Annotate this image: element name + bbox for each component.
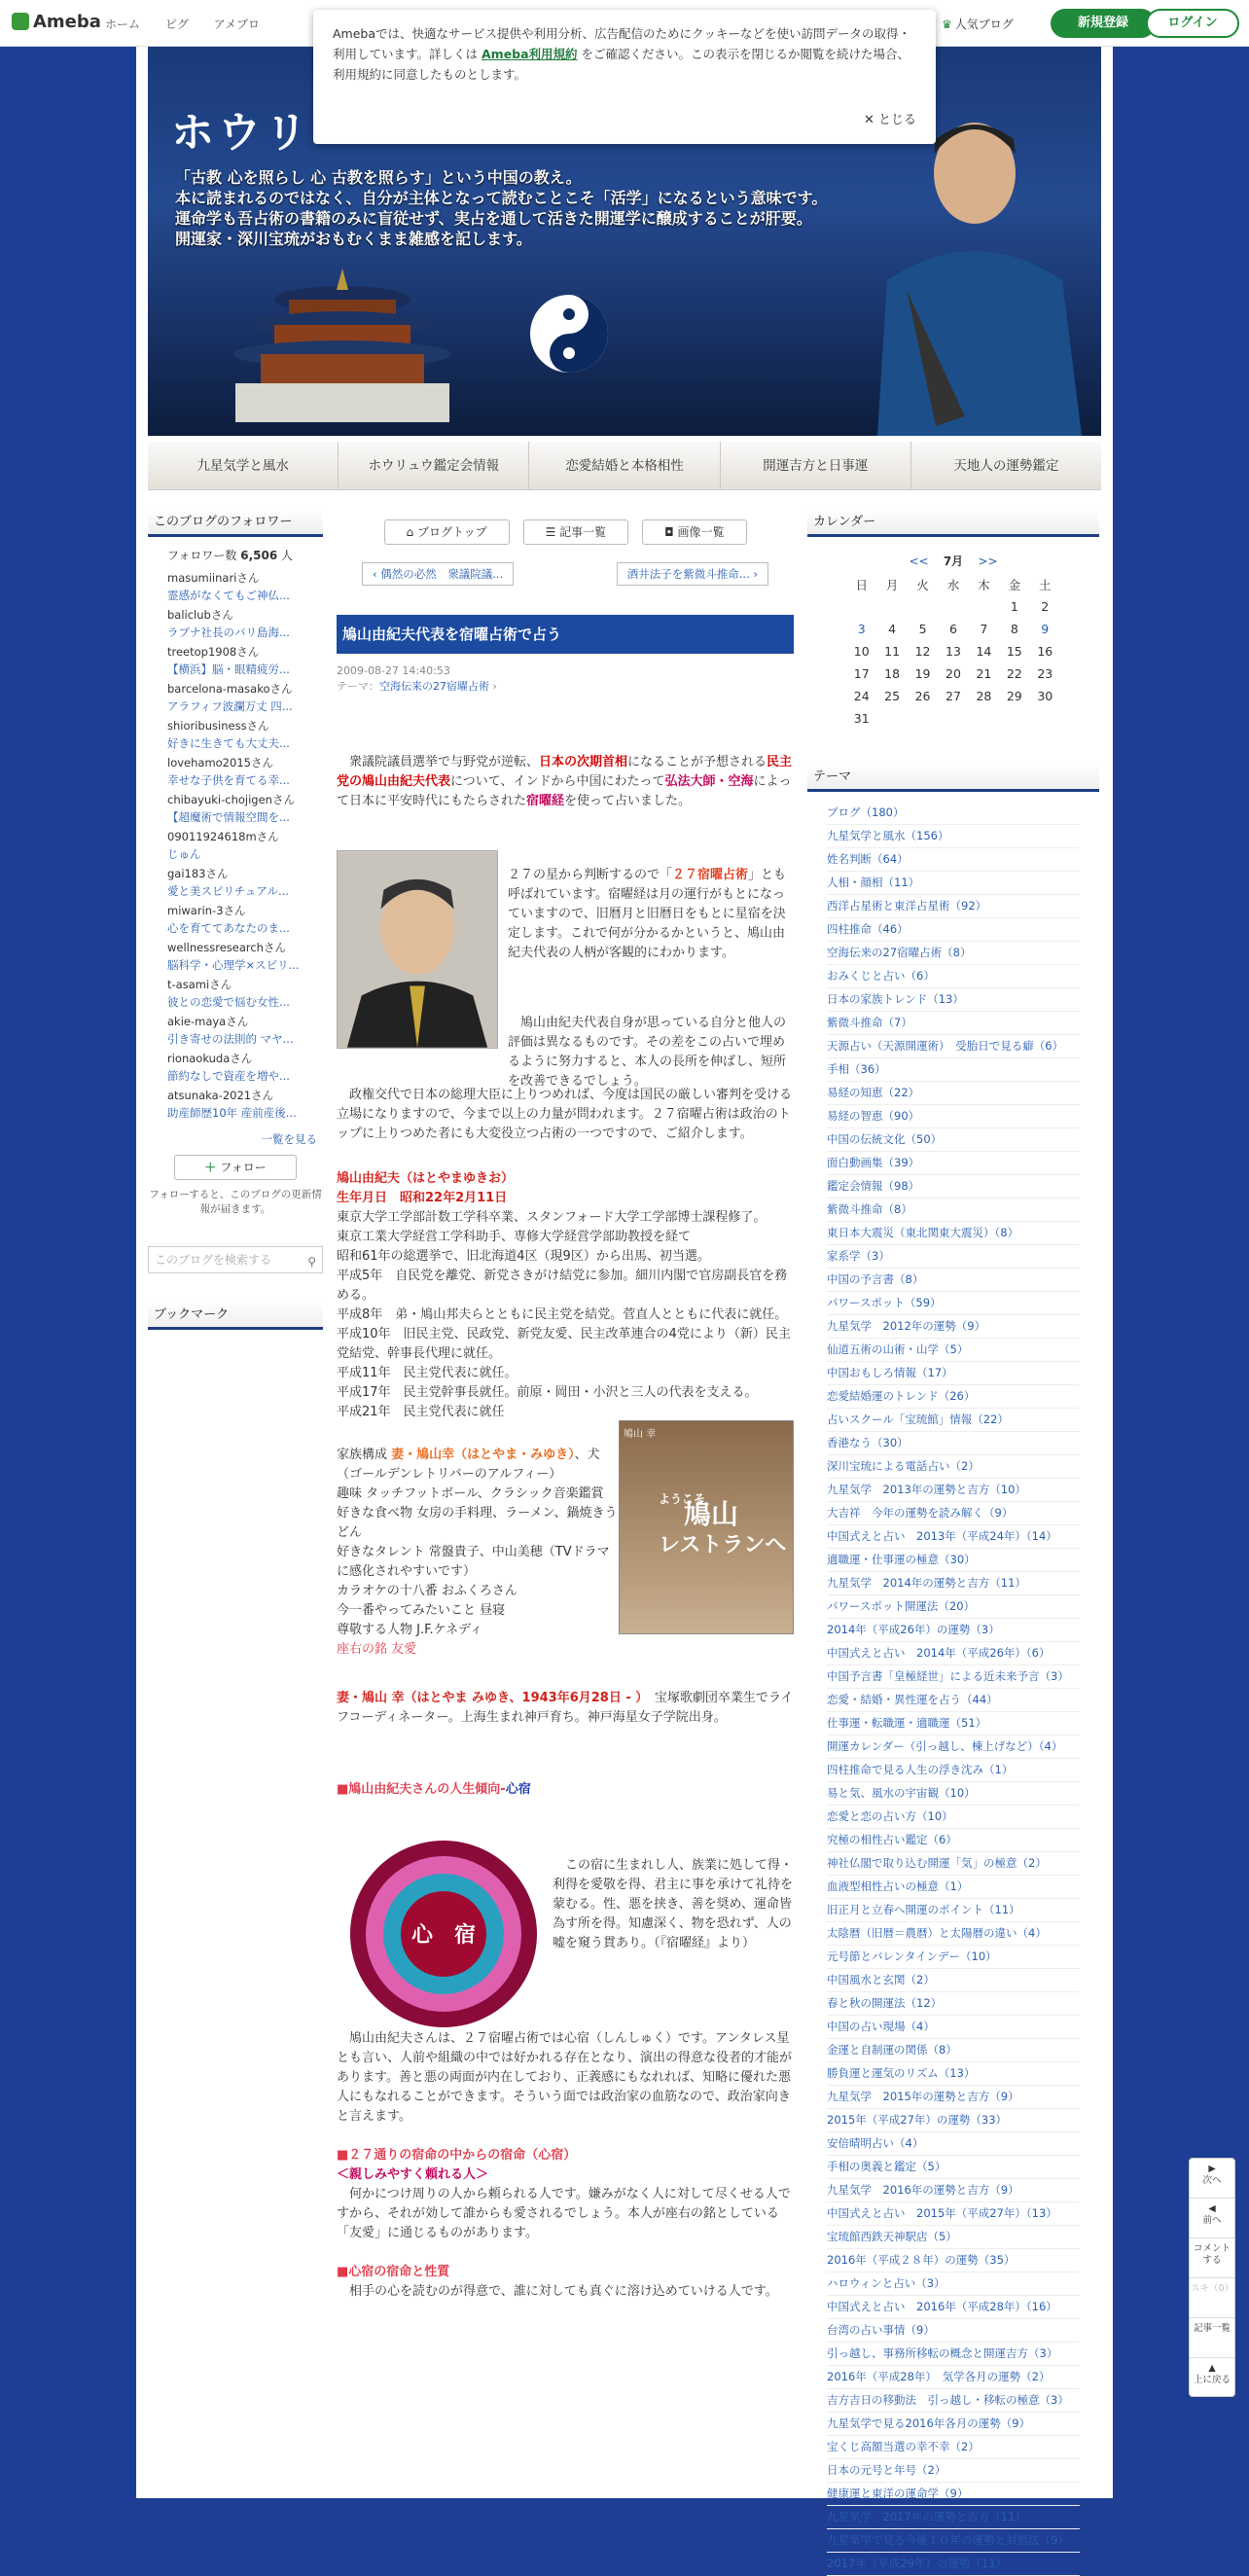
gnav-kyusei[interactable]: 九星気学と風水 — [148, 442, 339, 489]
bio-line: 平成11年 民主党代表に就任。 — [337, 1366, 517, 1380]
crown-icon: ♛ — [942, 18, 952, 31]
calendar-prev[interactable]: << — [909, 555, 929, 568]
theme-item[interactable]: 中国予言書「皇極経世」による近未来予言（3） — [827, 1665, 1080, 1689]
theme-item[interactable]: 中国式えと占い 2014年（平成26年）（6） — [827, 1642, 1080, 1665]
follower-blog-title[interactable]: 愛と美スピリチュアル... — [167, 884, 289, 898]
calendar-day: 16 — [1037, 644, 1053, 659]
paragraph: 何かにつけ周りの人から頼られる人です。嫌みがなく人に対して尽くせる人ですから、それが効して誰からも愛されるでしょう。本人が座右の銘としている「友愛」に通じるものがあります。 — [337, 2187, 791, 2240]
theme-item[interactable]: 易と気、風水の宇宙観（10） — [827, 1782, 1080, 1806]
theme-item[interactable]: 適職運・仕事運の極意（30） — [827, 1549, 1080, 1572]
entry-meta — [337, 663, 794, 695]
calendar-day: 25 — [884, 689, 901, 703]
follower-name: wellnessresearchさん — [167, 941, 286, 954]
theme-item[interactable]: 仕事運・転職運・適職運（51） — [827, 1712, 1080, 1735]
calendar-day — [876, 595, 907, 618]
chevron-right-icon: › — [489, 680, 497, 693]
theme-item[interactable]: 血液型相性占いの極意（1） — [827, 1876, 1080, 1899]
calendar-dow: 水 — [946, 577, 960, 592]
list-icon: ☰ — [545, 525, 560, 539]
desc-line: 「古教 心を照らし 心 古教を照らす」という中国の教え。 — [175, 168, 582, 187]
profile-bio — [337, 1208, 794, 1422]
followers-list — [148, 537, 323, 1147]
follow-note: フォローすると、このブログの更新情報が届きます。 — [149, 1189, 322, 1215]
portrait-block — [337, 850, 794, 1089]
calendar-day: 17 — [853, 666, 870, 681]
bio-line: 平成5年 自民党を離党、新党さきがけ結党に参加。細川内閣で官房副長官を務める。 — [337, 1269, 788, 1303]
theme-item[interactable]: 九星気学で見る今後１０年の運勢と対処法（9） — [827, 2529, 1080, 2553]
popular-label: 人気ブログ — [954, 18, 1014, 31]
theme-item[interactable]: 2016年（平成２８年）の運勢（35） — [827, 2249, 1080, 2272]
calendar-day: 2 — [1041, 599, 1050, 614]
calendar-day: 14 — [976, 644, 992, 659]
theme-item[interactable]: 旧正月と立春へ開運のポイント（11） — [827, 1899, 1080, 1922]
profile — [337, 1169, 794, 1422]
follower-item[interactable] — [167, 643, 317, 678]
wife-info: 妻・鳩山 幸（はとやま みゆき、1943年6月28日 - ） 宝塚歌劇団卒業生でライフコーディネーター。上海生まれ神戸育ち。神戸海星女子学院出身。 — [337, 1691, 794, 1725]
theme-item[interactable]: 九星気学で見る2016年各月の運勢（9） — [827, 2413, 1080, 2436]
calendar-heading: カレンダー — [807, 510, 1099, 537]
count-value: 6,506 — [240, 549, 278, 562]
btn-label: 画像一覧 — [677, 525, 725, 539]
follower-name: barcelona-masakoさん — [167, 682, 293, 696]
blog-buttons — [337, 519, 794, 545]
terms-link[interactable]: Ameba利用規約 — [482, 47, 578, 61]
calendar-day — [938, 595, 968, 618]
theme-item[interactable]: 金運と自制運の関係（8） — [827, 2039, 1080, 2062]
calendar-day: 30 — [1037, 689, 1053, 703]
theme-item[interactable]: 九星気学 2012年の運勢（9） — [827, 1315, 1080, 1339]
calendar-day — [969, 707, 999, 730]
follower-blog-title[interactable]: 【横浜】脳・眼精疲労... — [167, 662, 290, 676]
follower-name: gai183さん — [167, 867, 229, 880]
follower-item[interactable] — [167, 865, 317, 900]
calendar-day: 27 — [946, 689, 961, 703]
family-block — [337, 1429, 794, 1749]
theme-item[interactable]: 日本の家族トレンド（13） — [827, 988, 1080, 1012]
theme-item[interactable]: 恋愛結婚運のトレンド（26） — [827, 1385, 1080, 1409]
follower-name: akie-mayaさん — [167, 1015, 249, 1028]
blog-description — [175, 167, 895, 249]
blog-page — [136, 47, 1113, 2570]
theme-item[interactable]: 姓名判断（64） — [827, 848, 1080, 872]
theme-item[interactable]: 安倍晴明占い（4） — [827, 2132, 1080, 2156]
theme-item[interactable]: 中国式えと占い 2016年（平成28年）（16） — [827, 2296, 1080, 2319]
calendar-day[interactable]: 9 — [1041, 622, 1050, 636]
theme-item[interactable]: 引っ越し、事務所移転の概念と開運吉方（3） — [827, 2343, 1080, 2366]
desc-line: 本に読まれるのではなく、自分が主体となって読むことこそ「活学」になるという意味です。 — [175, 189, 828, 207]
themes-list — [807, 792, 1099, 2576]
btn-label: ブログトップ — [416, 525, 487, 539]
calendar-day — [938, 707, 968, 730]
shukuyo-wheel-image[interactable] — [337, 1839, 551, 2029]
theme-item[interactable]: 勝負運と運気のリズム（13） — [827, 2062, 1080, 2086]
nav-pigg[interactable]: ピグ — [164, 18, 189, 31]
follower-blog-title[interactable]: じゅん — [167, 847, 201, 861]
theme-item[interactable]: ハロウィンと占い（3） — [827, 2272, 1080, 2296]
follower-item[interactable] — [167, 939, 317, 974]
chevron-right-icon: › — [749, 567, 758, 581]
theme-item[interactable]: 空海伝来の27宿曜占術（8） — [827, 942, 1080, 965]
follower-name: baliclubさん — [167, 608, 233, 622]
follower-item[interactable] — [167, 902, 317, 937]
theme-item[interactable]: 日本の元号と年号（2） — [827, 2459, 1080, 2483]
follower-name: atsunaka-2021さん — [167, 1089, 274, 1102]
theme-item[interactable]: 九星気学 2014年の運勢と吉方（11） — [827, 1572, 1080, 1595]
theme-item[interactable]: 四柱推命で見る人生の浮き沈み（1） — [827, 1759, 1080, 1782]
paragraph: ２７の星から判断するので「２７宿曜占術」とも呼ばれています。宿曜経は月の運行がもとになっていますので、旧暦月と旧暦日をもとに星宿を決定します。これで何が分かるかというと、鳩山由紀夫代表の人柄が客観的にわかります。 — [508, 868, 787, 960]
gnav-kippo[interactable]: 開運吉方と日事運 — [721, 442, 911, 489]
theme-item[interactable]: 九星気学 2015年の運勢と吉方（9） — [827, 2086, 1080, 2109]
theme-item[interactable]: 手相の奥義と鑑定（5） — [827, 2156, 1080, 2179]
calendar-day: 11 — [884, 644, 901, 659]
global-nav — [148, 442, 1101, 490]
calendar-day — [908, 595, 938, 618]
float-comment-button[interactable]: コメントする — [1190, 2238, 1234, 2278]
calendar-day: 5 — [918, 622, 927, 636]
btn-label: 記事一覧 — [559, 525, 607, 539]
entry-body — [337, 753, 794, 2302]
theme-item[interactable]: 紫微斗推命（8） — [827, 1199, 1080, 1222]
follower-blog-title[interactable]: 幸せな子供を育てる幸... — [167, 773, 290, 787]
desc-line: 開運家・深川宝琉がおもむくまま雑感を記します。 — [175, 230, 532, 248]
calendar-day: 10 — [853, 644, 870, 659]
theme-item[interactable]: 面白動画集（39） — [827, 1152, 1080, 1175]
follower-blog-title[interactable]: ラブナ社長のバリ島海... — [167, 626, 290, 639]
entry-theme-link[interactable]: 空海伝来の27宿曜占術 — [379, 680, 489, 693]
themes-section — [807, 765, 1099, 2576]
float-top-button[interactable]: ▲ 上に戻る — [1193, 2363, 1231, 2385]
theme-item[interactable]: 中国式えと占い 2013年（平成24年）（14） — [827, 1525, 1080, 1549]
camera-icon: ◘ — [664, 525, 678, 539]
nav-home[interactable]: ホーム — [105, 18, 141, 31]
entry-date: 2009-08-27 14:40:53 — [337, 664, 450, 677]
theme-item[interactable]: 大吉祥 今年の運勢を読み解く（9） — [827, 1502, 1080, 1525]
theme-item[interactable]: 易経の知恵（22） — [827, 1082, 1080, 1105]
theme-item[interactable]: 九星気学 2016年の運勢と吉方（9） — [827, 2179, 1080, 2202]
follower-item[interactable] — [167, 1050, 317, 1085]
theme-item[interactable]: 鑑定会情報（98） — [827, 1175, 1080, 1199]
portrait-image[interactable] — [337, 850, 498, 1049]
calendar-dow: 日 — [855, 577, 868, 592]
calendar-day: 26 — [914, 689, 931, 703]
calendar-day — [1030, 707, 1060, 730]
theme-item[interactable]: 中国風水と玄関（2） — [827, 1969, 1080, 1992]
right-sidebar — [807, 510, 1099, 2576]
author-photo — [848, 95, 1101, 436]
theme-item[interactable]: 人相・顔相（11） — [827, 872, 1080, 895]
bio-line: 東京工業大学経営工学科助手、専修大学経営学部助教授を経て — [337, 1230, 692, 1244]
theme-item[interactable]: 仙道五術の山術・山学（5） — [827, 1339, 1080, 1362]
bio-line: 平成10年 旧民主党、民政党、新党友愛、民主改革連合の4党により（新）民主党結党、幹事長代理に就任。 — [337, 1327, 791, 1361]
calendar-dow: 金 — [1008, 577, 1021, 592]
calendar-day: 6 — [949, 622, 957, 636]
calendar-day — [908, 707, 938, 730]
bio-line: 昭和61年の総選挙で、旧北海道4区（現9区）から出馬、初当選。 — [337, 1249, 710, 1264]
bio-line: 平成17年 民主党幹事長就任。前原・岡田・小沢と三人の代表を支える。 — [337, 1385, 758, 1400]
left-sidebar — [148, 510, 323, 1330]
theme-item[interactable]: 開運カレンダー（引っ越し、棟上げなど）（4） — [827, 1735, 1080, 1759]
calendar-day: 15 — [1006, 644, 1022, 659]
image-list-button[interactable] — [642, 519, 746, 545]
float-prev-button[interactable]: ◀ 前へ — [1190, 2199, 1234, 2238]
calendar-grid — [846, 573, 1060, 730]
home-icon: ⌂ — [406, 525, 417, 539]
theme-item[interactable]: 九星気学 2017年の運勢と吉方（11） — [827, 2506, 1080, 2529]
shin-block — [337, 1839, 794, 2029]
svg-text:心 宿: 心 宿 — [410, 1923, 477, 1948]
theme-item[interactable]: 西洋占星術と東洋占星術（92） — [827, 895, 1080, 918]
follower-blog-title[interactable]: 心を育ててあなたのま... — [167, 921, 290, 935]
follower-blog-title[interactable]: 【超魔術で情報空間を... — [167, 810, 290, 824]
calendar-day: 23 — [1037, 666, 1053, 681]
nav-ameblo[interactable]: アメブロ — [213, 18, 260, 31]
follower-blog-title[interactable]: 節約なしで資産を増や... — [167, 1069, 290, 1083]
calendar-day: 29 — [1006, 689, 1022, 703]
theme-item[interactable]: 2016年（平成28年） 気学各月の運勢（2） — [827, 2366, 1080, 2389]
follower-blog-title[interactable]: 好きに生きても大丈夫... — [167, 736, 290, 750]
theme-item[interactable]: 健康運と東洋の運命学（9） — [827, 2483, 1080, 2506]
section-heading: ■２７通りの宿命の中からの宿命（心宿） — [337, 2148, 577, 2163]
calendar-day: 24 — [853, 689, 870, 703]
chevron-left-icon: ‹ — [373, 567, 381, 581]
follow-button[interactable] — [174, 1155, 297, 1180]
theme-item[interactable]: パワースポット開運法（20） — [827, 1595, 1080, 1619]
follower-name: 09011924618mさん — [167, 830, 279, 843]
floating-nav — [1189, 2158, 1235, 2397]
theme-item[interactable]: ブログ（180） — [827, 802, 1080, 825]
paragraph: 衆議院議員選挙で与野党が逆転、日本の次期首相になることが予想される民主党の鳩山由紀夫代表について、インドから中国にわたって弘法大師・空海によって日本に平安時代にもたらされた宿曜経を使って占いました。 — [337, 755, 793, 808]
follower-blog-title[interactable]: 霊感がなくてもご神仏... — [167, 589, 290, 602]
follower-name: rionaokudaさん — [167, 1052, 253, 1065]
theme-item[interactable]: 深川宝琉による電話占い（2） — [827, 1455, 1080, 1479]
theme-item[interactable]: 恋愛・結婚・異性運を占う（44） — [827, 1689, 1080, 1712]
followers-heading: このブログのフォロワー — [148, 510, 323, 537]
next-label: 酒井法子を紫微斗推命... — [626, 567, 750, 581]
next-entry-link[interactable] — [617, 562, 768, 586]
calendar-day: 31 — [853, 711, 870, 726]
calendar-day: 21 — [976, 666, 992, 681]
follower-name: lovehamo2015さん — [167, 756, 273, 769]
logo-text: Ameba — [33, 12, 101, 32]
plus-icon: ＋ — [204, 1161, 221, 1174]
count-label: フォロワー数 — [167, 549, 237, 562]
theme-item[interactable]: 神社仏閣で取り込む開運「気」の極意（2） — [827, 1852, 1080, 1876]
gnav-renai[interactable]: 恋愛結婚と本格相性 — [529, 442, 720, 489]
calendar-month-nav — [821, 553, 1086, 569]
calendar — [807, 537, 1099, 735]
follower-count — [167, 547, 317, 563]
entry-title[interactable]: 鳩山由紀夫代表を宿曜占術で占う — [337, 615, 794, 654]
section-heading: ■鳩山由紀夫さんの人生傾向-心宿 — [337, 1782, 531, 1797]
theme-item[interactable]: 中国の予言書（8） — [827, 1269, 1080, 1292]
theme-item[interactable]: 九星気学 2013年の運勢と吉方（10） — [827, 1479, 1080, 1502]
follower-item[interactable] — [167, 680, 317, 715]
calendar-month: 7月 — [943, 555, 964, 568]
theme-item[interactable]: おみくじと占い（6） — [827, 965, 1080, 988]
follower-name: masumiinariさん — [167, 571, 260, 585]
popular-blog-link[interactable] — [942, 16, 1014, 32]
theme-label: テーマ： — [337, 680, 379, 693]
theme-item[interactable]: 天源占い（天源開運術） 受胎日で見る癖（6） — [827, 1035, 1080, 1058]
follower-name: chibayuki-chojigenさん — [167, 793, 295, 806]
close-icon: ✕ — [863, 113, 878, 127]
blog-title: ホウリ — [171, 108, 311, 158]
follower-blog-title[interactable]: アラフィフ波瀾万丈 四... — [167, 699, 293, 713]
top-nav — [105, 16, 281, 32]
theme-item[interactable]: 中国おもしろ情報（17） — [827, 1362, 1080, 1385]
theme-item[interactable]: 紫微斗推命（7） — [827, 1012, 1080, 1035]
follower-name: t-asamiさん — [167, 978, 232, 991]
theme-item[interactable]: 中国の占い現場（4） — [827, 2016, 1080, 2039]
prev-label: 偶然の必然 衆議院議... — [380, 567, 504, 581]
calendar-dow: 土 — [1039, 577, 1052, 592]
calendar-day[interactable]: 3 — [857, 622, 866, 636]
section-heading: ■心宿の宿命と性質 — [337, 2265, 450, 2279]
desc-line: 運命学も吾占術の書籍のみに盲従せず、実占を通して活きた開運学に醸成することが肝要。 — [175, 209, 812, 228]
gnav-tenchijin[interactable]: 天地人の運勢鑑定 — [953, 458, 1059, 474]
paragraph: 相手の心を読むのが得意で、誰に対しても真ぐに溶け込めていける人です。 — [349, 2284, 778, 2299]
theme-item[interactable]: 2017年（平成29年）の運勢（11） — [827, 2553, 1080, 2576]
count-unit: 人 — [281, 549, 294, 562]
calendar-day — [846, 595, 876, 618]
search-placeholder: このブログを検索する — [155, 1253, 272, 1267]
entry-list-button[interactable] — [523, 519, 629, 545]
temple-image — [216, 261, 469, 436]
theme-item[interactable]: 易経の智恵（90） — [827, 1105, 1080, 1128]
follower-blog-title[interactable]: 彼との恋愛で悩む女性... — [167, 995, 290, 1009]
theme-item[interactable]: 手相（36） — [827, 1058, 1080, 1082]
close-label: とじる — [877, 113, 916, 127]
cookie-text: Amebaでは、快適なサービス提供や利用分析、広告配信のためにクッキーなどを使い訪問データの取得・利用しています。詳しくは — [333, 26, 911, 61]
follower-item[interactable] — [167, 569, 317, 604]
theme-item[interactable]: 九星気学と風水（156） — [827, 825, 1080, 848]
calendar-day — [876, 707, 907, 730]
follower-item[interactable] — [167, 828, 317, 863]
follower-item[interactable] — [167, 791, 317, 826]
follower-item[interactable] — [167, 1013, 317, 1048]
calendar-dow: 火 — [916, 577, 929, 592]
follower-item[interactable] — [167, 1087, 317, 1122]
bio-line: 東京大学工学部計数工学科卒業、スタンフォード大学工学部博士課程修了。 — [337, 1210, 767, 1225]
profile-name: 鳩山由紀夫（はとやまゆきお） — [337, 1171, 515, 1186]
theme-item[interactable]: 春と秋の開運法（12） — [827, 1992, 1080, 2016]
calendar-day: 7 — [980, 622, 988, 636]
family-info: 家族構成 妻・鳩山幸（はとやま・みゆき）、犬（ゴールデンレトリバーのアルフィー） 趣味 タッチフットボール、クラシック音楽鑑賞 好きな食べ物 女房の手料理、ラーメン、鍋焼きうどん 好きなタレント 常盤貴子、中山美穂（TVドラマに感化されやすいです） カラオケの十八番 おふくろさん 今一番やってみたいこと 昼寝 尊敬する人物 J.F.ケネディ 座右の銘 友愛 — [337, 1448, 618, 1657]
cookie-banner — [313, 10, 936, 144]
paragraph: この宿に生まれし人、族業に処して得・利得を愛敬を得、君主に事を承けて礼待を蒙むる。性、悪を挟き、善を奨め、運命皆為す所を得。知慮深く、物を恐れず、人の嘘を窺う貫あり。（『宿曜経』より） — [553, 1858, 794, 1950]
yin-yang-icon — [516, 280, 623, 387]
bookmark-heading: ブックマーク — [148, 1303, 323, 1330]
theme-item[interactable]: パワースポット（59） — [827, 1292, 1080, 1315]
theme-item[interactable]: 宝くじ高額当選の幸不幸（2） — [827, 2436, 1080, 2459]
bio-line: 平成8年 弟・鳩山邦夫らとともに民主党を結党。菅直人とともに代表に就任。 — [337, 1307, 788, 1322]
signup-button[interactable]: 新規登録 — [1051, 9, 1156, 38]
follower-item[interactable] — [167, 976, 317, 1011]
theme-item[interactable]: 占いスクール「宝琉館」情報（22） — [827, 1409, 1080, 1432]
follow-label: フォロー — [220, 1161, 267, 1174]
theme-item[interactable]: 元号節とバレンタインデー（10） — [827, 1946, 1080, 1969]
calendar-day: 4 — [888, 622, 897, 636]
follower-item[interactable] — [167, 717, 317, 752]
theme-item[interactable]: 四柱推命（46） — [827, 918, 1080, 942]
calendar-day: 12 — [914, 644, 931, 659]
calendar-day — [999, 707, 1029, 730]
follower-item[interactable] — [167, 606, 317, 641]
calendar-day: 1 — [1010, 599, 1018, 614]
main-article — [337, 510, 794, 2302]
paragraph: 鳩山由紀夫さんは、２７宿曜占術では心宿（しんしゅく）です。アンタレス星とも言い、人前や組織の中では好かれる存在となり、演出の得意な役者的才能があります。善と悪の両面が内在しており、正義感にもなれれば、知略に優れた悪人にもなれることができます。そういう面では政治家の血筋なので、政治家向きと言えます。 — [337, 2031, 793, 2124]
theme-item[interactable]: 香港なう（30） — [827, 1432, 1080, 1455]
prev-entry-link[interactable] — [362, 562, 514, 586]
follower-name: shioribusinessさん — [167, 719, 269, 733]
follower-name: miwarin-3さん — [167, 904, 246, 917]
calendar-day: 28 — [976, 689, 992, 703]
blog-top-button[interactable] — [384, 519, 510, 545]
theme-item[interactable]: 吉方吉日の移動法 引っ越し・移転の極意（3） — [827, 2389, 1080, 2413]
cookie-close-button[interactable] — [864, 110, 916, 130]
calendar-next[interactable]: >> — [978, 555, 998, 568]
theme-item[interactable]: 2014年（平成26年）の運勢（3） — [827, 1619, 1080, 1642]
theme-item[interactable]: 中国の伝統文化（50） — [827, 1128, 1080, 1152]
bio-line: 平成21年 民主党代表に就任 — [337, 1405, 505, 1419]
cookie-text-2: をご確認ください。この表示を閉じるか閲覧を続けた場合、利用規約に同意したものとします。 — [333, 47, 910, 82]
search-icon[interactable]: ⚲ — [307, 1255, 316, 1269]
see-all-link[interactable]: 一覧を見る — [261, 1132, 317, 1146]
theme-item[interactable]: 家系学（3） — [827, 1245, 1080, 1269]
book-cover-image[interactable]: 鳩山 幸 ようこそ 鳩山 レストランへ — [619, 1420, 794, 1634]
theme-item[interactable]: 太陰暦（旧暦＝農暦）と太陽暦の違い（4） — [827, 1922, 1080, 1946]
theme-item[interactable]: 台湾の占い事情（9） — [827, 2319, 1080, 2343]
ameba-frog-icon — [12, 13, 29, 30]
float-list-button[interactable]: 記事一覧 — [1190, 2318, 1234, 2358]
theme-item[interactable]: 2015年（平成27年）の運勢（33） — [827, 2109, 1080, 2132]
profile-birth: 生年月日 昭和22年2月11日 — [337, 1191, 508, 1205]
blog-search-input[interactable] — [148, 1246, 323, 1273]
float-like-button[interactable]: スキ（0） — [1190, 2278, 1234, 2318]
gnav-kanteikai[interactable]: ホウリュウ鑑定会情報 — [339, 442, 529, 489]
calendar-dow: 月 — [885, 577, 899, 592]
theme-item[interactable]: 宝琉館西鉄天神駅店（5） — [827, 2226, 1080, 2249]
themes-heading: テーマ — [807, 765, 1099, 792]
calendar-day: 8 — [1010, 622, 1018, 636]
calendar-day — [969, 595, 999, 618]
calendar-day: 19 — [914, 666, 931, 681]
prev-next-nav — [362, 562, 768, 586]
login-button[interactable]: ログイン — [1146, 9, 1239, 38]
follower-name: treetop1908さん — [167, 645, 260, 659]
paragraph: 政権交代で日本の総理大臣に上りつめれば、今度は国民の厳しい審判を受ける立場になりますので、今まで以上の力量が問われます。２７宿曜占術は政治のトップに上りつめた者にも大変役立つ占術の一つですので、ご紹介します。 — [337, 1088, 793, 1141]
calendar-day: 20 — [946, 666, 961, 681]
follower-items — [167, 569, 317, 1122]
calendar-day: 22 — [1006, 666, 1022, 681]
theme-item[interactable]: 恋愛と恋の占い方（10） — [827, 1806, 1080, 1829]
theme-item[interactable]: 中国式えと占い 2015年（平成27年）（13） — [827, 2202, 1080, 2226]
section-subheading: ＜親しみやすく頼れる人＞ — [337, 2167, 489, 2182]
theme-item[interactable]: 東日本大震災（東北関東大震災）（8） — [827, 1222, 1080, 1245]
follower-blog-title[interactable]: 引き寄せの法則的 マヤ... — [167, 1032, 294, 1046]
theme-item[interactable]: 究極の相性占い鑑定（6） — [827, 1829, 1080, 1852]
follower-item[interactable] — [167, 754, 317, 789]
float-next-button[interactable]: ▶ 次へ — [1190, 2159, 1234, 2199]
calendar-day: 18 — [884, 666, 901, 681]
calendar-dow: 木 — [978, 577, 990, 592]
follower-blog-title[interactable]: 助産師歴10年 産前産後... — [167, 1106, 297, 1120]
follower-blog-title[interactable]: 脳科学・心理学×スピリ... — [167, 958, 300, 972]
ameba-logo[interactable] — [12, 12, 101, 32]
calendar-day: 13 — [946, 644, 961, 659]
paragraph: 鳩山由紀夫代表自身が思っている自分と他人の評価は異なるものです。その差をこの占いで埋めるように努力すると、本人の長所を伸ばし、短所を改善できるでしょう。 — [508, 1016, 787, 1089]
